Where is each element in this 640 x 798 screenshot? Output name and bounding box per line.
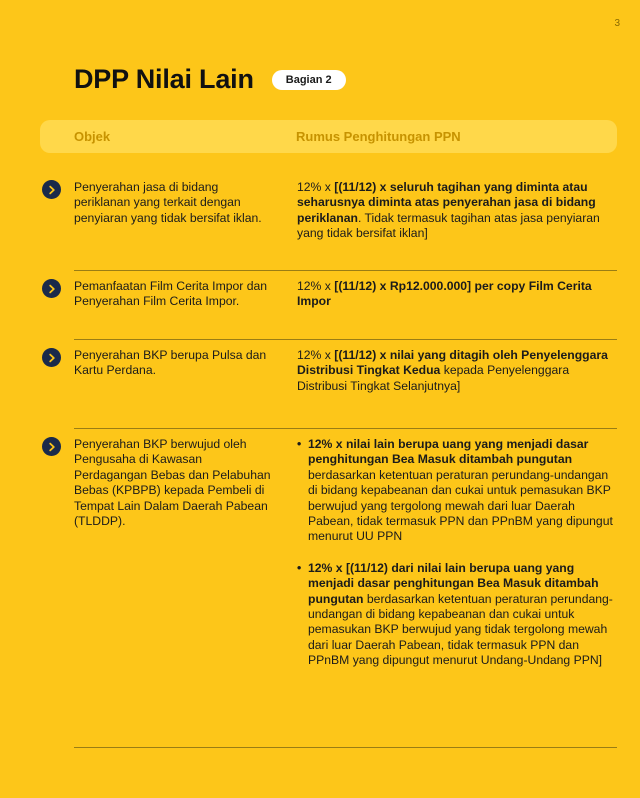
row-rumus — [297, 279, 617, 329]
row-rumus — [297, 180, 617, 260]
header-objek: Objek — [74, 129, 111, 144]
list-item — [297, 437, 617, 545]
row-objek: Pemanfaatan Film Cerita Impor dan Penyerahan Film Cerita Impor. — [74, 279, 268, 309]
row-objek: Penyerahan jasa di bidang periklanan yang terkait dengan penyiaran yang tidak bersifat iklan. — [74, 180, 262, 225]
chevron-right-icon — [42, 348, 61, 367]
list-item — [297, 561, 617, 669]
rumus-bold: 12% x [(11/12) dari nilai lain berupa uang yang menjadi dasar penghitungan Bea Masuk ditambah pungutan — [308, 560, 599, 606]
page-number: 3 — [614, 18, 620, 29]
row-objek: Penyerahan BKP berwujud oleh Pengusaha di Kawasan Perdagangan Bebas dan Pelabuhan Bebas (KPBPB) kepada Pembeli di Tempat Lain Dalam Daerah Pabean (TLDDP). — [74, 437, 271, 529]
rumus-prefix: 12% x — [297, 348, 335, 362]
table-row — [74, 429, 617, 748]
chevron-right-icon — [42, 180, 61, 199]
table-header — [40, 120, 617, 153]
rumus-bold: [(11/12) x seluruh tagihan yang diminta atau seharusnya diminta atas penyerahan jasa di bidang periklanan — [297, 180, 596, 225]
table-row — [74, 271, 617, 340]
table-row — [74, 340, 617, 429]
header-rumus: Rumus Penghitungan PPN — [296, 129, 461, 144]
rumus-bold: [(11/12) x nilai yang ditagih oleh Penyelenggara Distribusi Tingkat Kedua — [297, 348, 608, 378]
rumus-rest: kepada Penyelenggara Distribusi Tingkat Selanjutnya] — [297, 363, 570, 393]
rumus-rest: . Tidak termasuk tagihan atas jasa penyiaran yang tidak bersifat iklan] — [297, 210, 600, 241]
page-title: DPP Nilai Lain — [74, 64, 254, 94]
rumus-rest: berdasarkan ketentuan peraturan perundang-undangan di bidang kepabeanan dan cukai untuk pemasukan BKP berwujud yang tidak tergolong mewah dari luar Daerah Pabean, tidak termasuk PPN dan PPnBM yang dipungut menurut Undang-Undang PPN] — [308, 591, 613, 668]
rumus-rest: berdasarkan ketentuan peraturan perundang-undangan di bidang kepabeanan dan cukai untuk pemasukan BKP berwujud yang tergolong mewah dari luar Daerah Pabean, tidak termasuk PPN dan PPnBM yang dipungut menurut UU PPN — [308, 467, 613, 544]
row-rumus — [297, 437, 617, 737]
rumus-bold: [(11/12) x Rp12.000.000] per copy Film Cerita Impor — [297, 279, 592, 309]
chevron-right-icon — [42, 279, 61, 298]
row-rumus — [297, 348, 617, 418]
table-body — [0, 172, 640, 748]
table-row — [74, 172, 617, 271]
chevron-right-icon — [42, 437, 61, 456]
rumus-bold: 12% x nilai lain berupa uang yang menjadi dasar penghitungan Bea Masuk ditambah pungutan — [308, 437, 589, 467]
rumus-prefix: 12% x — [297, 279, 335, 293]
section-badge: Bagian 2 — [272, 70, 346, 90]
row-objek: Penyerahan BKP berupa Pulsa dan Kartu Perdana. — [74, 348, 267, 378]
title-row — [74, 64, 346, 95]
rumus-bullet-list — [297, 437, 617, 669]
rumus-prefix: 12% x — [297, 180, 335, 194]
